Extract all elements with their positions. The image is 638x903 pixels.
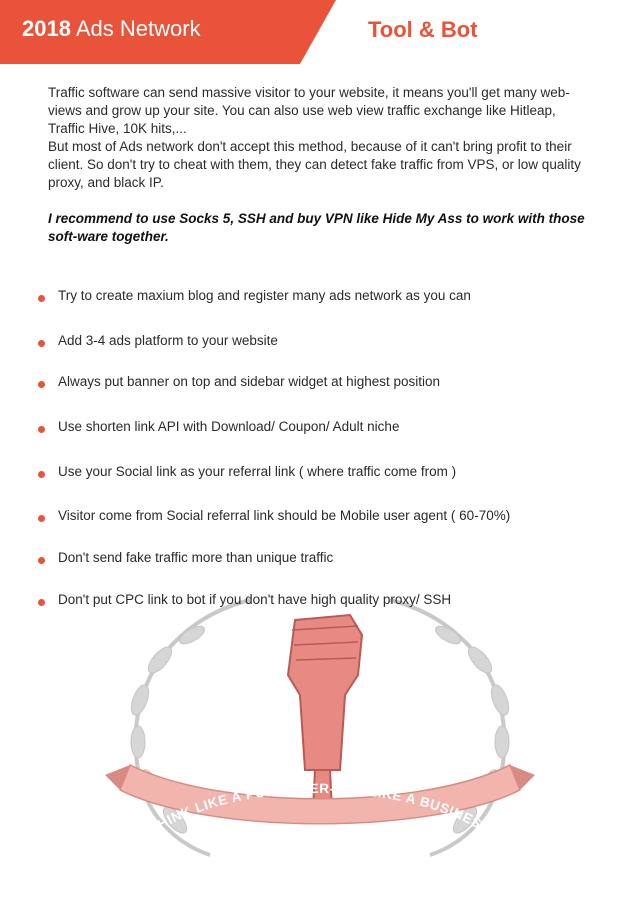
raised-fist-icon <box>288 615 362 810</box>
bullet-icon <box>38 426 45 433</box>
header-year: 2018 <box>22 16 71 41</box>
bullet-icon <box>38 381 45 388</box>
bullet-icon <box>38 557 45 564</box>
bullet-icon <box>38 295 45 302</box>
header-title: Ads Network <box>75 16 201 41</box>
intro-text <box>48 84 596 246</box>
fist-emblem <box>100 580 540 880</box>
bullet-icon <box>38 515 45 522</box>
bullet-icon <box>38 471 45 478</box>
recommendation: I recommend to use Socks 5, SSH and buy VPN like Hide My Ass to work with those soft-ware together. <box>48 211 585 244</box>
page-header <box>0 0 638 64</box>
bullet-icon <box>38 599 45 606</box>
header-brand <box>22 16 201 42</box>
intro-paragraph-1: Traffic software can send massive visitor to your website, it means you'll get many web-views and grow up your site. You can also use web view traffic exchange like Hitleap, Traffic Hive, 10K hits,... <box>48 85 570 136</box>
intro-paragraph-2: But most of Ads network don't accept this method, because of it can't bring profit to their client. So don't try to cheat with them, they can detect fake traffic from VPS, or low quality proxy, and black IP. <box>48 139 581 190</box>
ribbon-slogan: THINK LIKE A PUBLISHER-ACT LIKE A BUSINESS <box>146 780 494 837</box>
section-title: Tool & Bot <box>368 17 478 42</box>
bullet-icon <box>38 340 45 347</box>
